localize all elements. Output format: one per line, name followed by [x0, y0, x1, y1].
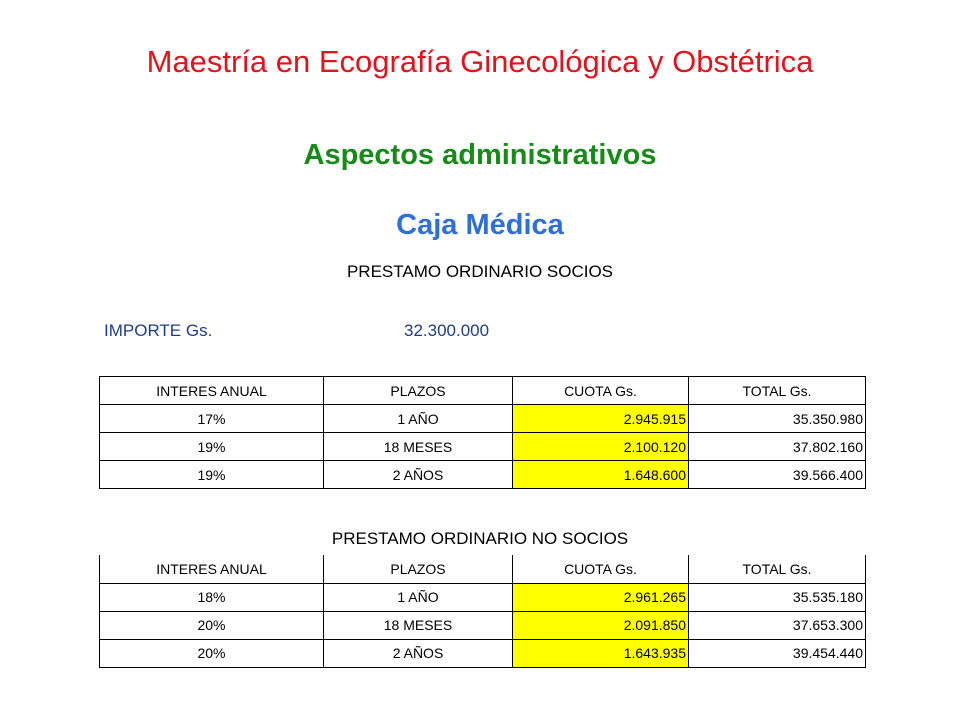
- socios-heading: PRESTAMO ORDINARIO SOCIOS: [346, 262, 614, 281]
- table-row: [100, 461, 866, 489]
- cell-interes: 17%: [100, 405, 324, 433]
- cell-plazo: 18 MESES: [324, 433, 513, 461]
- cell-total: 39.454.440: [689, 639, 866, 667]
- cell-plazo: 1 AÑO: [324, 583, 513, 611]
- cell-plazo: 1 AÑO: [324, 405, 513, 433]
- table-header-row: [100, 555, 866, 583]
- cell-cuota: 1.643.935: [513, 639, 689, 667]
- table-header-row: [100, 377, 866, 405]
- cell-interes: 20%: [100, 611, 324, 639]
- column-header-plazos: PLAZOS: [324, 377, 513, 405]
- cell-total: 35.350.980: [689, 405, 866, 433]
- page-title: Maestría en Ecografía Ginecológica y Obstétrica: [146, 44, 814, 79]
- cell-total: 39.566.400: [689, 461, 866, 489]
- cell-cuota: 2.100.120: [513, 433, 689, 461]
- column-header-interes: INTERES ANUAL: [100, 555, 324, 583]
- cell-total: 37.802.160: [689, 433, 866, 461]
- table-row: [100, 611, 866, 639]
- cell-cuota: 1.648.600: [513, 461, 689, 489]
- column-header-interes: INTERES ANUAL: [100, 377, 324, 405]
- cell-interes: 19%: [100, 461, 324, 489]
- no-socios-table: [99, 555, 866, 668]
- table-row: [100, 433, 866, 461]
- cell-plazo: 2 AÑOS: [324, 461, 513, 489]
- cell-total: 35.535.180: [689, 583, 866, 611]
- cell-interes: 18%: [100, 583, 324, 611]
- subtitle: Aspectos administrativos: [303, 139, 657, 171]
- table-row: [100, 405, 866, 433]
- column-header-total: TOTAL Gs.: [689, 555, 866, 583]
- cell-cuota: 2.945.915: [513, 405, 689, 433]
- importe-value: 32.300.000: [404, 321, 490, 340]
- column-header-cuota: CUOTA Gs.: [513, 377, 689, 405]
- table-row: [100, 583, 866, 611]
- cell-interes: 20%: [100, 639, 324, 667]
- column-header-total: TOTAL Gs.: [689, 377, 866, 405]
- table-row: [100, 639, 866, 667]
- section-title: Caja Médica: [396, 209, 564, 241]
- column-header-cuota: CUOTA Gs.: [513, 555, 689, 583]
- cell-total: 37.653.300: [689, 611, 866, 639]
- cell-cuota: 2.091.850: [513, 611, 689, 639]
- cell-plazo: 2 AÑOS: [324, 639, 513, 667]
- column-header-plazos: PLAZOS: [324, 555, 513, 583]
- cell-plazo: 18 MESES: [324, 611, 513, 639]
- importe-label: IMPORTE Gs.: [104, 321, 213, 340]
- no-socios-heading: PRESTAMO ORDINARIO NO SOCIOS: [331, 529, 629, 548]
- socios-table: [99, 376, 866, 489]
- cell-cuota: 2.961.265: [513, 583, 689, 611]
- cell-interes: 19%: [100, 433, 324, 461]
